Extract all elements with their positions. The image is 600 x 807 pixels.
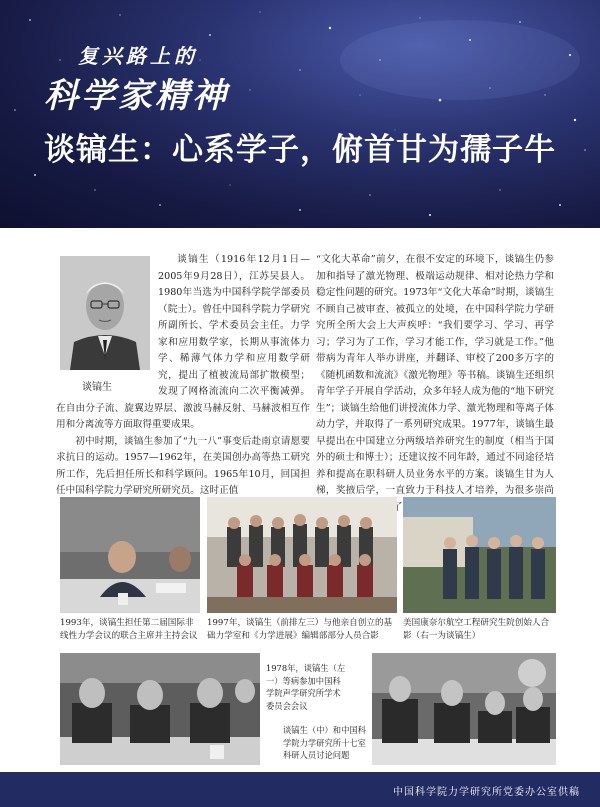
photo-caption: 1997年，谈镐生（前排左三）与他亲自创立的基础力学室和《力学进展》编辑部部分人员合影 — [207, 618, 393, 641]
photo-caption: 1993年，谈镐生担任第二届国际非线性力学会议的联合主席并主持会议 — [60, 618, 198, 641]
article-column-left — [56, 252, 310, 500]
photo-cornell-founders — [403, 497, 556, 613]
header-banner — [0, 0, 600, 228]
article-title: 谈镐生：心系学子，俯首甘为孺子牛 — [44, 132, 556, 168]
footer-credit: 中国科学院力学研究所党委办公室供稿 — [393, 787, 580, 798]
photo-caption: 谈镐生（中）和中国科学院力学研究所十七室科研人员讨论问题 — [283, 725, 366, 760]
photo-caption: 1978年，谈镐生（左一）等病参加中国科学院声学研究所学术委员会会议 — [266, 663, 346, 711]
portrait-caption: 谈镐生 — [82, 382, 112, 393]
paragraph: 初中时期，谈镐生参加了“九一八”事变后赴南京请愿要求抗日的运动。1957—1962年，在美国创办高等热工研究所工作，先后担任所长和科学顾问。1965年10月，回国担任中国科学院力学研究所研究员。这时正值 — [56, 435, 310, 496]
photo-1993-conference — [60, 497, 200, 613]
photo-1997-group — [207, 497, 397, 613]
photo-discussion — [372, 653, 556, 765]
paragraph: “文化大革命”前夕，在很不安定的环境下，谈镐生仍参加和指导了激光物理、极端运动规律、相对论热力学和稳定性问题的研究。1973年“文化大革命”时期，谈镐生不顾自己被审查、被孤立的处境，在中国科学院力学研究所全所大会上大声疾呼：“我们要学习、学习、再学习；学习为了工作，学习才能工作，学习就是工作。”他带病为青年人举办讲座，并翻译、审校了200多万字的《随机函数和流流》《激光物理》等书稿。谈镐生还组织青年学子开展自学活动，众多年轻人成为他的“地下研究生”；谈镐生给他们讲授流体力学、激光物理和等离子体动力学，并取得了一系列研究成果。1977年，谈镐生最早提出在中国建立分两级培养研究生的制度（相当于国外的硕士和博士）；还建议按不同年龄，通过不同途径培养和提高在职科研人员业务水平的方案。谈镐生甘为人梯，奖掖后学，一直致力于科技人才培养，为很多崇尚 了 — [316, 254, 554, 513]
series-title-large: 科学家精神 — [44, 76, 229, 116]
photo-caption: 美国康奈尔航空工程研究生院创始人合影（右一为谈镐生） — [403, 618, 550, 641]
portrait-spacer — [56, 252, 158, 400]
series-title-small: 复兴路上的 — [78, 44, 198, 68]
article-column-right — [316, 252, 554, 516]
paragraph: 谈镐生（1916年12月1日—2005年9月28日），江苏吴县人。1980年当选为中国科学院学部委员（院士）。曾任中国科学院力学研究所副所长、学术委员会主任。力学家和应用数学家，长期从事流体力学、稀薄气体力学和应用数学研究，提出了植被流局部扩散模型；发现了网格流流向二次平衡减弹。在自由分子流、旋翼边界层、激波马赫反射、马赫波相互作用和分离流等方面取得重要成果。 — [56, 254, 310, 430]
footer-bar — [0, 772, 600, 807]
photo-1978-meeting — [60, 653, 260, 765]
